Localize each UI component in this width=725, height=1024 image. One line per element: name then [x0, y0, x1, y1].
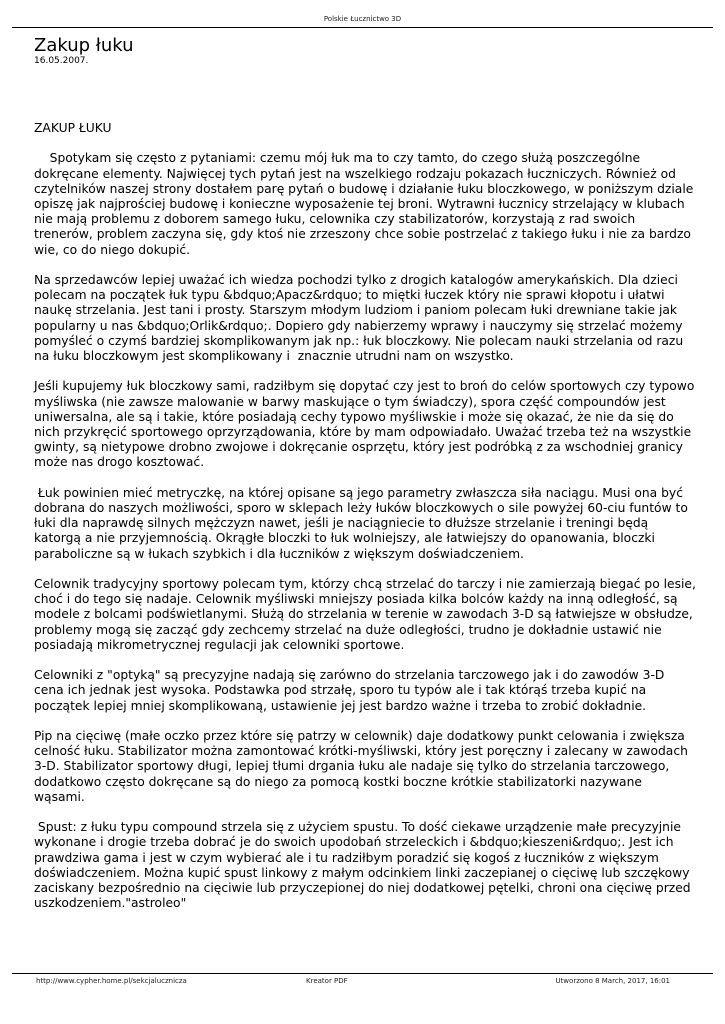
paragraph-sellers: Na sprzedawców lepiej uważać ich wiedza pochodzi tylko z drogich katalogów amerykańskich. Dla dzieci polecam na początek łuk typu &bdquo;Apacz&rdquo; to miętki łuczek który nie sprawi kłopotu i ułatwi naukę strzelania. Jest tani i prosty. Starszym młodym ludziom i paniom polecam łuki drewniane takie jak popularny u nas &bdquo;Orlik&rdquo;. Dopiero gdy nabierzemy wprawy i nauczymy się strzelać możemy pomyśleć o czymś bardziej skomplikowanym jak np.: łuk bloczkowy. Nie polecam nauki strzelania od razu na łuku bloczkowym jest skomplikowany i znacznie utrudni nam on wszystko. — [34, 273, 688, 364]
footer-creator: Kreator PDF — [306, 977, 348, 985]
footer-created-date: Utworzono 8 March, 2017, 16:01 — [555, 977, 670, 985]
article-body — [34, 121, 700, 927]
article-heading: ZAKUP ŁUKU — [34, 121, 112, 135]
paragraph-optics: Celowniki z "optyką" są precyzyjne nadają się zarówno do strzelania tarczowego jak i do zawodów 3-D cena ich jednak jest wysoka. Podstawka pod strzałę, sporo tu typów ale i tak którąś trzeba kupić na początek lepiej mniej skomplikowaną, ustawienie jej jest bardzo ważne i trzeba to zrobić dokładnie. — [34, 668, 669, 713]
paragraph-release: Spust: z łuku typu compound strzela się z użyciem spustu. To dość ciekawe urządzenie małe precyzyjnie wykonane i drogie trzeba dobrać je do swoich upodobań strzeleckich i &bdquo;kieszeni&rdquo;. Jest ich prawdziwa gama i jest w czym wybierać ale i tu radziłbym poradzić się kogoś z łuczników z większym doświadczeniem. Można kupić spust linkowy z małym odcinkiem linki zaczepianej o cięciwę lub szczękowy zaciskany bezpośrednio na cięciwie lub przyczepionej do niej dodatkowej pętelki, chroni ona cięciwę przed uszkodzeniem."astroleo" — [34, 820, 695, 911]
article-date: 16.05.2007. — [34, 56, 89, 66]
footer-divider — [12, 973, 713, 974]
article-title: Zakup łuku — [34, 35, 134, 56]
paragraph-intro: Spotykam się często z pytaniami: czemu mój łuk ma to czy tamto, do czego służą poszczególne dokręcane elementy. Najwięcej tych pytań jest na wszelkiego rodzaju pokazach łuczniczych. Również od czytelników naszej strony dostałem parę pytań o budowę i działanie łuku bloczkowego, w poniższym dziale opiszę jak najprościej budowę i konieczne wyposażenie tej broni. Wytrawni łucznicy strzelający w klubach nie mają problemu z doborem samego łuku, celownika czy stabilizatorów, korzystają z rad swoich trenerów, problem zaczyna się, gdy ktoś nie zrzeszony chce sobie postrzelać z takiego łuku i nie za bardzo wie, co do niego dokupić. — [34, 151, 698, 257]
paragraph-sights: Celownik tradycyjny sportowy polecam tym, którzy chcą strzelać do tarczy i nie zamierzają biegać po lesie, choć i do tego się nadaje. Celownik myśliwski mniejszy posiada kilka bolców każdy na inną odległość, są modele z bolcami podświetlanymi. Służą do strzelania w terenie w zawodach 3-D są łatwiejsze w obsłudze, problemy mogą się zacząć gdy zechcemy strzelać na duże odległości, trudno je dokładnie ustawić nie posiadają mikrometrycznej regulacji jak celowniki sportowe. — [34, 577, 700, 652]
paragraph-peep-stabilizer: Pip na cięciwę (małe oczko przez które się patrzy w celownik) daje dodatkowy punkt celowania i zwiększa celność łuku. Stabilizator można zamontować krótki-myśliwski, który jest poręczny i zalecany w zawodach 3-D. Stabilizator sportowy długi, lepiej tłumi drgania łuku ale nadaje się tylko do strzelania tarczowego, dodatkowo często dokręcane są do niego za pomocą kostki boczne krótkie stabilizatorki nazywane wąsami. — [34, 729, 692, 804]
paragraph-buying: Jeśli kupujemy łuk bloczkowy sami, radziłbym się dopytać czy jest to broń do celów sportowych czy typowo myśliwska (nie zawsze malowanie w barwy maskujące o tym świadczy), spora część compoundów jest uniwersalna, ale są i takie, które posiadają cechy typowo myśliwskie i może się okazać, że nie da się do nich przykręcić sportowego oprzyrządowania, które by mam odpowiadało. Uważać trzeba też na wszystkie gwinty, są nietypowe drobno zwojowe i dokręcanie osprzętu, który jest podróbką z za wschodniej granicy może nas drogo kosztować. — [34, 379, 699, 470]
footer-url: http://www.cypher.home.pl/sekcjalucznicza — [36, 977, 187, 985]
paragraph-draw-weight: Łuk powinien mieć metryczkę, na której opisane są jego parametry zwłaszcza siła naciągu. Musi ona być dobrana do naszych możliwości, sporo w sklepach leży łuków bloczkowych o sile powyżej 60-ciu funtów to łuki dla naprawdę silnych mężczyzn nawet, jeśli je naciągniecie to dłuższe strzelanie i treningi będą katorgą a nie przyjemnością. Okrągłe bloczki to łuk wolniejszy, ale łatwiejszy do opanowania, bloczki paraboliczne są w łukach szybkich i dla łuczników z większym doświadczeniem. — [34, 485, 692, 561]
header-divider — [12, 27, 713, 28]
page-header-site-name: Polskie Łucznictwo 3D — [323, 15, 402, 23]
